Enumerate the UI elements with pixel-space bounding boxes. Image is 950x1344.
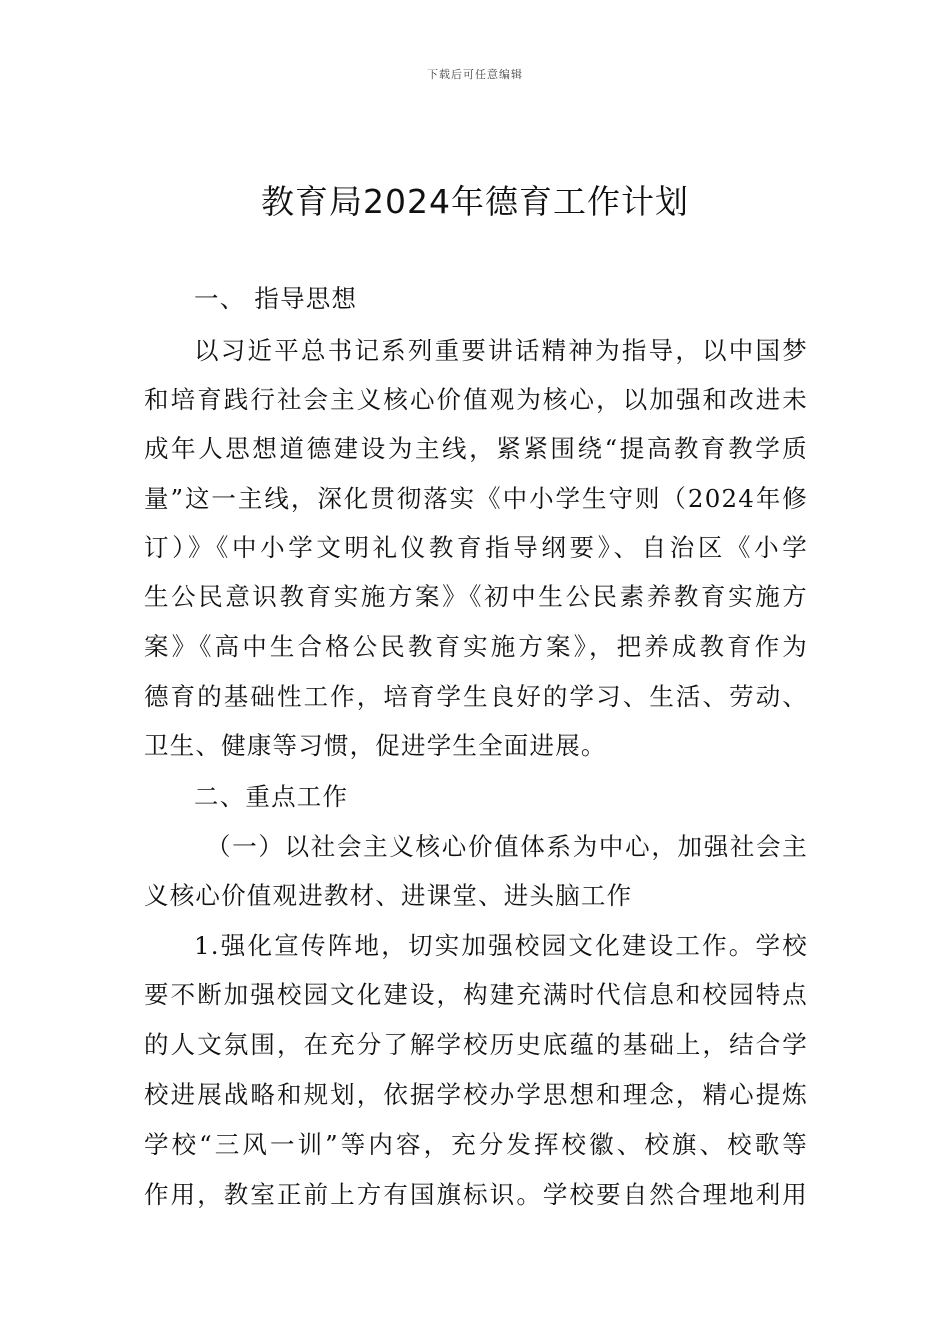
paragraph-line: 校进展战略和规划，依据学校办学思想和理念，精心提炼 (144, 1080, 808, 1109)
paragraph-line: 卫生、健康等习惯，促进学生全面进展。 (144, 731, 607, 760)
subsection-heading-cont: 义核心价值观进教材、进课堂、进头脑工作 (144, 881, 633, 910)
paragraph-line: 生公民意识教育实施方案》《初中生公民素养教育实施方 (144, 582, 808, 611)
document-title: 教育局2024年德育工作计划 (261, 182, 689, 221)
header-note: 下载后可任意编辑 (427, 68, 523, 81)
paragraph-line: 成年人思想道德建设为主线，紧紧围绕“提高教育教学质 (144, 434, 808, 463)
paragraph-line: 的人文氛围，在充分了解学校历史底蕴的基础上，结合学 (144, 1030, 808, 1059)
paragraph-line: 以习近平总书记系列重要讲话精神为指导，以中国梦 (194, 336, 808, 365)
paragraph-line: 学校“三风一训”等内容，充分发挥校徽、校旗、校歌等 (144, 1130, 808, 1159)
section-heading-2: 二、重点工作 (194, 782, 349, 811)
paragraph-line: 和培育践行社会主义核心价值观为核心，以加强和改进未 (144, 385, 808, 414)
paragraph-line: 德育的基础性工作，培育学生良好的学习、生活、劳动、 (144, 682, 808, 711)
subsection-heading: （一）以社会主义核心价值体系为中心，加强社会主 (206, 832, 808, 861)
section-heading-1: 一、 指导思想 (194, 284, 358, 313)
paragraph-line: 量”这一主线，深化贯彻落实《中小学生守则（2024年修 (144, 484, 808, 513)
paragraph-line: 案》《高中生合格公民教育实施方案》，把养成教育作为 (144, 632, 808, 661)
paragraph-line: 要不断加强校园文化建设，构建充满时代信息和校园特点 (144, 980, 808, 1009)
paragraph-line: 订）》《中小学文明礼仪教育指导纲要》、自治区《小学 (144, 533, 808, 562)
paragraph-line: 1.强化宣传阵地，切实加强校园文化建设工作。学校 (194, 931, 808, 960)
paragraph-line: 作用，教室正前上方有国旗标识。学校要自然合理地利用 (144, 1180, 808, 1209)
